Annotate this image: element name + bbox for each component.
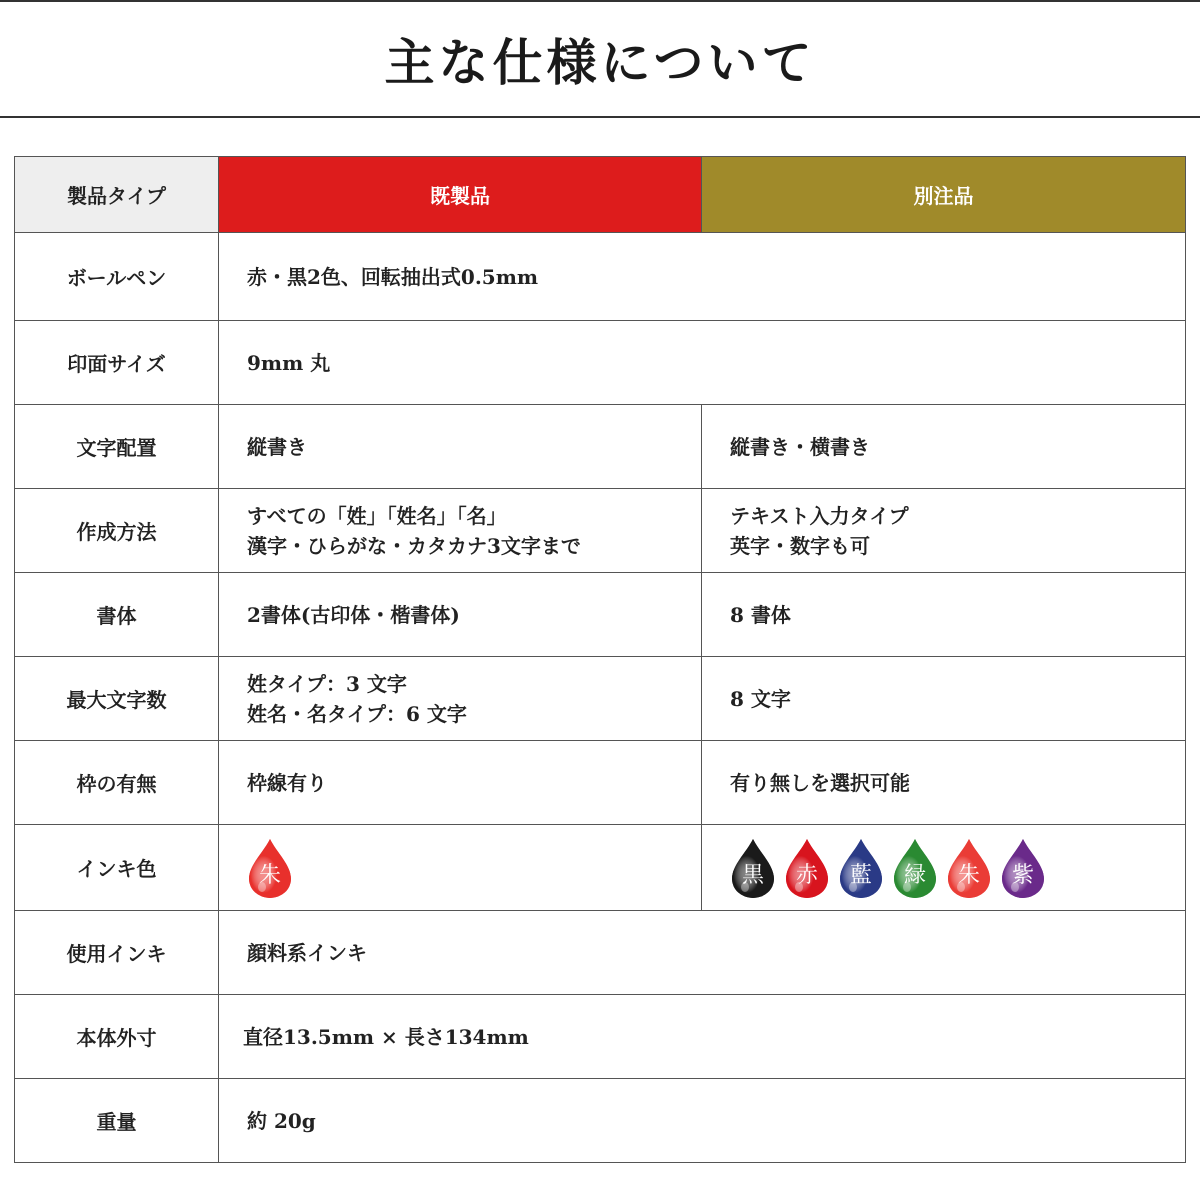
row-text-layout: [15, 405, 1186, 489]
row-creation-method: [15, 489, 1186, 573]
row-label: 印面サイズ: [15, 321, 219, 405]
ink-drop-green: [892, 837, 938, 899]
ready-value: 枠線有り: [219, 741, 702, 825]
row-ink-color: [15, 825, 1186, 911]
row-dimensions: [15, 995, 1186, 1079]
row-label: インキ色: [15, 825, 219, 911]
row-label: 重量: [15, 1079, 219, 1163]
row-label: 最大文字数: [15, 657, 219, 741]
ink-drop-label: 緑: [903, 862, 926, 888]
table-header-row: [15, 157, 1186, 233]
ink-drop-purple: [1000, 837, 1046, 899]
ink-drop-indigo: [838, 837, 884, 899]
ink-drop-black: [730, 837, 776, 899]
header-custom-order: 別注品: [702, 157, 1186, 233]
ink-drop-vermilion: [247, 837, 293, 899]
row-frame: [15, 741, 1186, 825]
title-bar: [0, 0, 1200, 118]
custom-value: 縦書き・横書き: [702, 405, 1186, 489]
page-title: 主な仕様について: [384, 33, 816, 92]
custom-line: テキスト入力タイプ: [730, 503, 909, 528]
ink-drop-label: 赤: [795, 862, 818, 888]
row-value: 赤・黒2色、回転抽出式0.5mm: [219, 233, 1186, 321]
header-product-type: 製品タイプ: [15, 157, 219, 233]
ready-line: すべての「姓」「姓名」「名」: [247, 503, 507, 528]
ink-drop-label: 朱: [957, 862, 980, 888]
row-label: 作成方法: [15, 489, 219, 573]
row-weight: [15, 1079, 1186, 1163]
spec-table: [14, 156, 1186, 1163]
ink-drop-label: 紫: [1011, 862, 1034, 888]
row-ink-type: [15, 911, 1186, 995]
custom-value: [702, 489, 1186, 573]
ready-line: 漢字・ひらがな・カタカナ3文字まで: [247, 533, 581, 558]
row-value: 9mm 丸: [219, 321, 1186, 405]
ink-drops-ready: [247, 837, 701, 899]
ready-value: [219, 657, 702, 741]
row-label: 枠の有無: [15, 741, 219, 825]
row-label: ボールペン: [15, 233, 219, 321]
ink-drop-label: 朱: [258, 862, 281, 888]
ready-line: 姓タイプ：3 文字: [247, 671, 407, 696]
row-value: 直径13.5mm × 長さ134mm: [219, 995, 1186, 1079]
header-ready-made: 既製品: [219, 157, 702, 233]
ready-ink-colors: [219, 825, 702, 911]
custom-value: 有り無しを選択可能: [702, 741, 1186, 825]
ink-drop-label: 藍: [849, 862, 872, 888]
row-stamp-size: [15, 321, 1186, 405]
ink-drops-custom: [730, 837, 1185, 899]
custom-value: 8 書体: [702, 573, 1186, 657]
ready-value: 縦書き: [219, 405, 702, 489]
row-typeface: [15, 573, 1186, 657]
ready-value: [219, 489, 702, 573]
row-value: 顔料系インキ: [219, 911, 1186, 995]
custom-line: 英字・数字も可: [730, 533, 870, 558]
ink-drop-label: 黒: [741, 862, 764, 888]
custom-ink-colors: [702, 825, 1186, 911]
row-ballpen: [15, 233, 1186, 321]
ink-drop-vermilion: [946, 837, 992, 899]
row-value: 約 20g: [219, 1079, 1186, 1163]
row-label: 書体: [15, 573, 219, 657]
row-label: 本体外寸: [15, 995, 219, 1079]
ready-value: 2書体(古印体・楷書体): [219, 573, 702, 657]
row-label: 使用インキ: [15, 911, 219, 995]
row-label: 文字配置: [15, 405, 219, 489]
ink-drop-red: [784, 837, 830, 899]
custom-value: 8 文字: [702, 657, 1186, 741]
row-max-chars: [15, 657, 1186, 741]
ready-line: 姓名・名タイプ：6 文字: [247, 701, 467, 726]
